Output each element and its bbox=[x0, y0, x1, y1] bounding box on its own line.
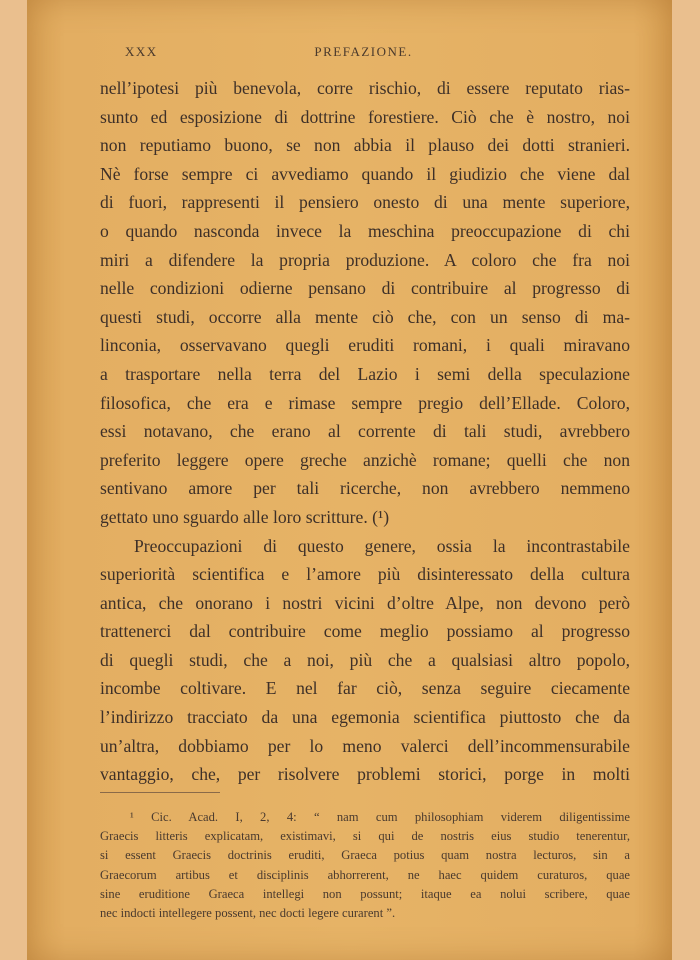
text-line: nelle condizioni odierne pensano di contribuire al progresso di bbox=[100, 278, 630, 299]
text-line: l’indirizzo tracciato da una egemonia scientifica piuttosto che da bbox=[100, 707, 630, 728]
text-line: Nè forse sempre ci avvediamo quando il giudizio che viene dal bbox=[100, 163, 630, 184]
body-text bbox=[100, 74, 630, 789]
text-line: essi notavano, che erano al corrente di tali studi, avrebbero bbox=[100, 421, 630, 442]
footnote-line: ¹ Cic. Acad. I, 2, 4: “ nam cum philosophiam viderem diligentissime bbox=[130, 810, 630, 824]
text-line: sunto ed esposizione di dottrine forestiere. Ciò che è nostro, noi bbox=[100, 106, 630, 127]
footnote-line: si essent Graecis doctrinis eruditi, Graeca potius quam nostra lecturos, sin a bbox=[100, 848, 630, 863]
text-line: non reputiamo buono, se non abbia il plauso dei dotti stranieri. bbox=[100, 135, 630, 156]
text-line: nell’ipotesi più benevola, corre rischio, di essere reputato rias- bbox=[100, 78, 630, 98]
footnote-line: Graecorum artibus et disciplinis abhorrerent, ne haec quidem curaturos, quae bbox=[100, 867, 630, 882]
text-line: incombe coltivare. E nel far ciò, senza seguire ciecamente bbox=[100, 678, 630, 699]
text-line: linconia, osservavano quegli eruditi romani, i quali miravano bbox=[100, 335, 630, 356]
text-line: vantaggio, che, per risolvere problemi storici, porge in molti bbox=[100, 764, 630, 785]
text-line: questi studi, occorre alla mente ciò che, con un senso di ma- bbox=[100, 306, 630, 327]
footnote bbox=[100, 808, 630, 923]
text-line: o quando nasconda invece la meschina preoccupazione di chi bbox=[100, 220, 630, 241]
text-line: filosofica, che era e rimase sempre pregio dell’Ellade. Coloro, bbox=[100, 392, 630, 413]
text-line: antica, che onorano i nostri vicini d’oltre Alpe, non devono però bbox=[100, 592, 630, 613]
footnote-line: Graecis litteris explicatam, existimavi, si qui de nostris eius studio tenerentur, bbox=[100, 829, 630, 844]
text-line: gettato uno sguardo alle loro scritture. (¹) bbox=[100, 506, 390, 527]
text-line: superiorità scientifica e l’amore più disinteressato della cultura bbox=[100, 564, 630, 585]
page-number: XXX bbox=[125, 44, 158, 59]
text-line: un’altra, dobbiamo per lo meno valerci dell’incommensurabile bbox=[100, 735, 630, 756]
text-line: miri a difendere la propria produzione. A coloro che fra noi bbox=[100, 249, 630, 270]
text-line: di quegli studi, che a noi, più che a qualsiasi altro popolo, bbox=[100, 649, 630, 670]
text-line: a trasportare nella terra del Lazio i semi della speculazione bbox=[100, 363, 630, 384]
running-title: PREFAZIONE. bbox=[314, 44, 413, 59]
text-line: sentivano amore per tali ricerche, non avrebbero nemmeno bbox=[100, 478, 630, 499]
text-line: trattenerci dal contribuire come meglio possiamo al progresso bbox=[100, 621, 630, 642]
footnote-line: sine eruditione Graeca intellegi non possunt; itaque ea nolui scribere, quae bbox=[100, 886, 630, 901]
footnote-divider bbox=[100, 792, 220, 793]
footnote-line: nec indocti intellegere possent, nec docti legere curarent ”. bbox=[100, 905, 396, 920]
text-line: Preoccupazioni di questo genere, ossia la incontrastabile bbox=[134, 535, 630, 556]
running-head bbox=[125, 38, 602, 62]
text-line: preferito leggere opere greche anzichè romane; quelli che non bbox=[100, 449, 630, 470]
text-line: di fuori, rappresenti il pensiero onesto di una mente superiore, bbox=[100, 192, 630, 213]
